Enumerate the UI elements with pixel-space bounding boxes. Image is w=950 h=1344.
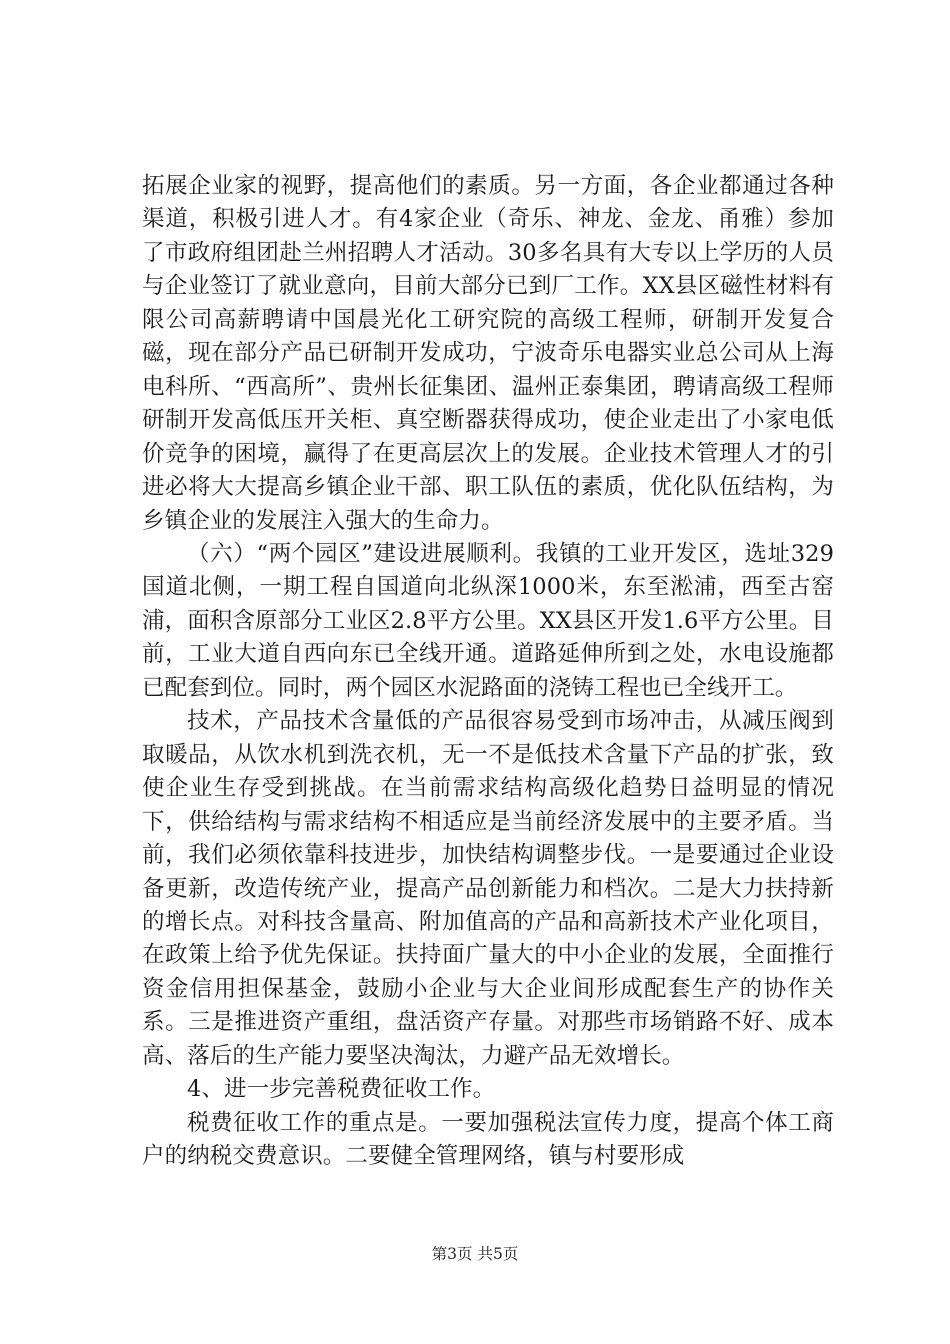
paragraph-continuation: 拓展企业家的视野，提高他们的素质。另一方面，各企业都通过各种渠道，积极引进人才。有4家企业（奇乐、神龙、金龙、甬雅）参加了市政府组团赴兰州招聘人才活动。30多名具有大专以上学历的人员与企业签订了就业意向，目前大部分已到厂工作。XX县区磁性材料有限公司高薪聘请中国晨光化工研究院的高级工程师，研制开发复合磁，现在部分产品已研制开发成功，宁波奇乐电器实业总公司从上海电科所、“西高所”、贵州长征集团、温州正泰集团，聘请高级工程师研制开发高低压开关柜、真空断器获得成功，使企业走出了小家电低价竞争的困境，赢得了在更高层次上的发展。企业技术管理人才的引进必将大大提高乡镇企业干部、职工队伍的素质，优化队伍结构，为乡镇企业的发展注入强大的生命力。 — [142, 173, 834, 534]
document-body — [142, 170, 834, 1174]
page-footer — [0, 1244, 950, 1264]
paragraph-technology: 技术，产品技术含量低的产品很容易受到市场冲击，从减压阀到取暖品，从饮水机到洗衣机，无一不是低技术含量下产品的扩张，致使企业生存受到挑战。在当前需求结构高级化趋势日益明显的情况下，供给结构与需求结构不相适应是当前经济发展中的主要矛盾。当前，我们必须依靠科技进步，加快结构调整步伐。一是要通过企业设备更新，改造传统产业，提高产品创新能力和档次。二是大力扶持新的增长点。对科技含量高、附加值高的产品和高新技术产业化项目，在政策上给予优先保证。扶持面广量大的中小企业的发展，全面推行资金信用担保基金，鼓励小企业与大企业间形成配套生产的协作关系。三是推进资产重组，盘活资产存量。对那些市场销路不好、成本高、落后的生产能力要坚决淘汰，力避产品无效增长。 — [142, 708, 834, 1069]
paragraph-industrial-parks: （六）“两个园区”建设进展顺利。我镇的工业开发区，选址329国道北侧，一期工程自国道向北纵深1000米，东至淞浦，西至古窑浦，面积含原部分工业区2.8平方公里。XX县区开发1.6平方公里。目前，工业大道自西向东已全线开通。道路延伸所到之处，水电设施都已配套到位。同时，两个园区水泥路面的浇铸工程也已全线开工。 — [142, 540, 835, 701]
section-heading-tax-collection: 4、进一步完善税费征收工作。 — [187, 1076, 496, 1103]
paragraph-tax-collection: 税费征收工作的重点是。一要加强税法宣传力度，提高个体工商户的纳税交费意识。二要健全管理网络，镇与村要形成 — [142, 1109, 834, 1170]
page-number-label: 第3页 共5页 — [431, 1245, 519, 1263]
